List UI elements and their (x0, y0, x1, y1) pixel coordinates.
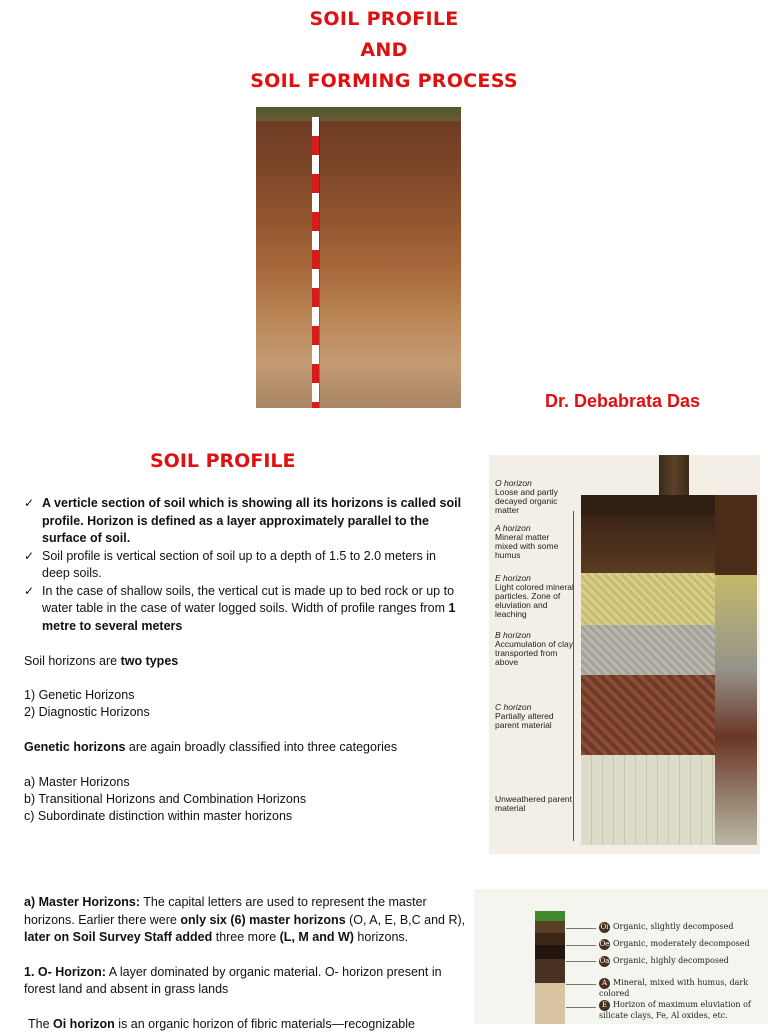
profile-side-upper (715, 495, 757, 575)
section-heading: SOIL PROFILE (150, 450, 295, 472)
label-o-horizon: O horizon Loose and partly decayed organic matter (495, 479, 575, 515)
master-horizons-paragraph: a) Master Horizons: The capital letters are used to represent the master horizons. Earlier there were only six (6) master horizons (O, A, E, B,C and R), later on Soil Survey Staff added three more (L, M and W) horizons. (24, 894, 469, 947)
category-b: b) Transitional Horizons and Combination Horizons (24, 791, 306, 809)
o-horizon-paragraph: 1. O- Horizon: A layer dominated by organic material. O- horizon present in forest land and absent in grass lands (24, 964, 469, 999)
soil-profile-photo (256, 107, 461, 408)
category-c: c) Subordinate distinction within master horizons (24, 808, 292, 826)
author-name: Dr. Debabrata Das (545, 391, 700, 412)
photo-grass-layer (256, 107, 461, 121)
master-horizons-text (24, 894, 469, 1033)
connector-line (566, 945, 596, 946)
label-unweathered: Unweathered parent material (495, 795, 575, 813)
row-oa: Oa Organic, highly decomposed (599, 956, 729, 967)
horizon-types-line: Soil horizons are two types (24, 653, 178, 671)
connector-line (566, 1007, 596, 1008)
connector-line (566, 961, 596, 962)
soil-horizon-diagram (489, 455, 760, 854)
oe-layer (535, 933, 565, 945)
definition-bullets (24, 495, 464, 635)
bullet-item: ✓ Soil profile is vertical section of soil up to a depth of 1.5 to 2.0 meters in deep soils. (24, 548, 464, 583)
a-layer (535, 959, 565, 983)
label-b-horizon: B horizon Accumulation of clay transported from above (495, 631, 575, 667)
title-line-2: AND (0, 39, 768, 61)
title-line-1: SOIL PROFILE (0, 8, 768, 30)
bullet-item: ✓ In the case of shallow soils, the vertical cut is made up to bed rock or up to water table in the case of water logged soils. Width of profile ranges from 1 metre to several meters (24, 583, 464, 636)
e-layer (535, 983, 565, 1024)
grass-top (535, 911, 565, 921)
connector-line (566, 928, 596, 929)
tree-trunk-illustration (659, 455, 689, 500)
label-a-horizon: A horizon Mineral matter mixed with some humus (495, 524, 567, 560)
title-line-3: SOIL FORMING PROCESS (0, 70, 768, 92)
label-e-horizon: E horizon Light colored mineral particles. Zone of eluviation and leaching (495, 574, 575, 619)
label-bracket-line (573, 511, 574, 841)
oi-horizon-paragraph: The Oi horizon is an organic horizon of fibric materials—recognizable (24, 1016, 469, 1033)
profile-side-lower (715, 575, 757, 845)
genetic-horizons-item: 1) Genetic Horizons (24, 687, 134, 705)
row-oi: Oi Organic, slightly decomposed (599, 922, 734, 933)
oa-layer (535, 945, 565, 959)
oi-layer (535, 921, 565, 933)
connector-line (566, 984, 596, 985)
bullet-item: ✓ A verticle section of soil which is showing all its horizons is called soil profile. Horizon is defined as a layer approximately parallel to the surface of soil. (24, 495, 464, 548)
diagnostic-horizons-item: 2) Diagnostic Horizons (24, 704, 150, 722)
label-c-horizon: C horizon Partially altered parent material (495, 703, 575, 730)
row-a: A Mineral, mixed with humus, dark colored (599, 978, 768, 998)
category-a: a) Master Horizons (24, 774, 130, 792)
row-e: E Horizon of maximum eluviation of silicate clays, Fe, Al oxides, etc. (599, 1000, 764, 1021)
row-oe: Oe Organic, moderately decomposed (599, 939, 750, 950)
o-horizon-subdivision-diagram (474, 889, 768, 1024)
genetic-classification-line: Genetic horizons are again broadly classified into three categories (24, 739, 397, 757)
measuring-ruler (312, 117, 319, 408)
